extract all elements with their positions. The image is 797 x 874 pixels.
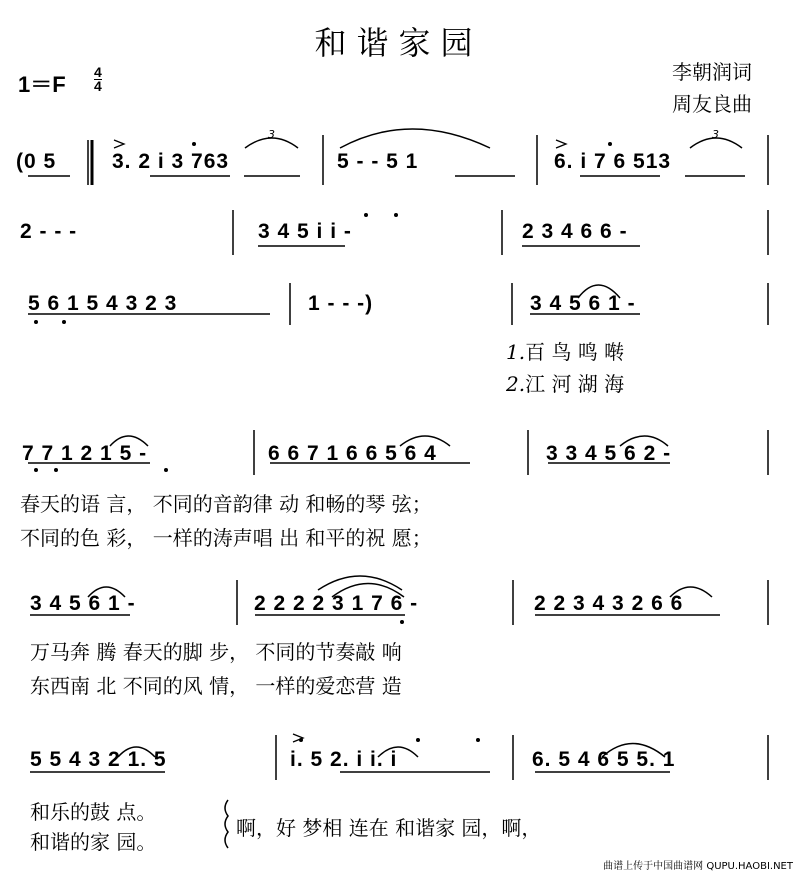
measure-4-2: 6 6 7 1 6 6 5 6 4 — [268, 442, 437, 465]
lyric-line — [506, 368, 624, 397]
svg-text:3: 3 — [712, 128, 719, 141]
lyric-text: 江 河 湖 海 — [525, 372, 625, 396]
measure-5-2: 2 2 2 2 3 1 7 6 - — [254, 592, 419, 615]
meter-top: 4 — [94, 64, 102, 80]
meter-bottom: 4 — [94, 78, 102, 94]
measure-3-3: 3 4 5 6 1 - — [530, 292, 636, 315]
svg-text:3: 3 — [268, 128, 275, 141]
measure-3-2: 1 - - -) — [308, 292, 374, 315]
measure-2-2: 3 4 5 i i - — [258, 220, 352, 243]
measure-3-1: 5 6 1 5 4 3 2 3 — [28, 292, 178, 315]
measure-6-1: 5 5 4 3 2 1. 5 — [30, 748, 167, 771]
lyric-line: 和乐的鼓 点。 — [30, 800, 157, 824]
measure-4-3: 3 3 4 5 6 2 - — [546, 442, 672, 465]
refrain-lyric: 啊，好 梦相 连在 和谐家 园，啊， — [236, 816, 542, 840]
site-watermark: 曲谱上传于中国曲谱网 QUPU.HAOBI.NET — [603, 861, 793, 872]
lyric-line: 东西南 北 不同的风 情， 一样的爱恋营 造 — [30, 674, 402, 698]
lyric-text: 百 鸟 鸣 啭 — [525, 340, 625, 364]
verse-number: 1. — [506, 340, 526, 364]
song-title: 和谐家园 — [314, 24, 483, 62]
measure-1-2: 3. 2 i 3 763 — [112, 150, 230, 173]
lyric-line: 春天的语 言， 不同的音韵律 动 和畅的琴 弦； — [20, 492, 432, 516]
measure-6-2: i. 5 2. i i. i — [290, 748, 398, 771]
measure-4-1: 7 7 1 2 1 5 - — [22, 442, 148, 465]
measure-5-3: 2 2 3 4 3 2 6 6 — [534, 592, 684, 615]
lyric-line: 万马奔 腾 春天的脚 步， 不同的节奏敲 响 — [30, 640, 402, 664]
lyric-line: 和谐的家 园。 — [30, 830, 157, 854]
lyricist-credit: 李朝润词 — [672, 60, 752, 84]
verse-number: 2. — [506, 372, 526, 396]
measure-2-3: 2 3 4 6 6 - — [522, 220, 628, 243]
measure-1-3: 5 - - 5 1 — [337, 150, 419, 173]
measure-6-3: 6. 5 4 6 5 5. 1 — [532, 748, 676, 771]
key-signature: 1＝F — [18, 72, 66, 97]
composer-credit: 周友良曲 — [672, 92, 752, 116]
lyric-line — [506, 336, 624, 365]
lyric-line: 不同的色 彩， 一样的涛声唱 出 和平的祝 愿； — [20, 526, 432, 550]
measure-1-1: (0 5 — [16, 150, 57, 173]
measure-5-1: 3 4 5 6 1 - — [30, 592, 136, 615]
measure-1-4: 6. i 7 6 513 — [554, 150, 672, 173]
measure-2-1: 2 - - - — [20, 220, 78, 243]
